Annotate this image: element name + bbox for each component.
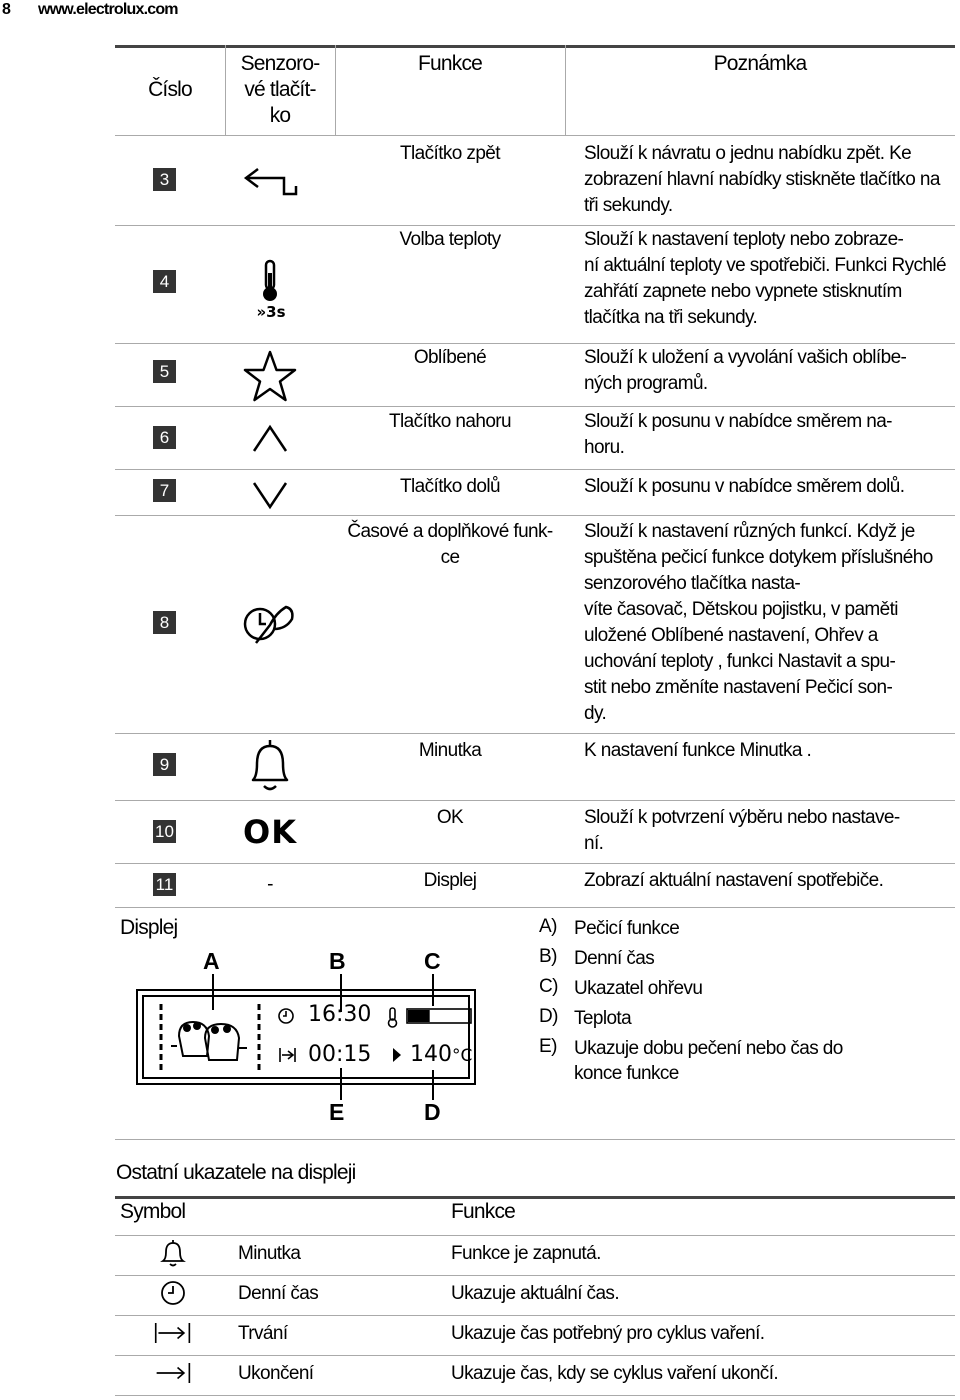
row-note: Slouží k posunu v nabídce směrem dolů.	[584, 476, 905, 497]
row-note: Slouží k uložení a vyvolání vašich oblíbe- ných programů.	[584, 347, 907, 394]
screen-clock: 16:30	[308, 1002, 372, 1027]
row-note: Slouží k potvrzení výběru nebo nastave- ní.	[584, 807, 900, 854]
site-url[interactable]: www.electrolux.com	[38, 1, 178, 18]
row-function: Tlačítko nahoru	[389, 411, 511, 432]
screen-temperature	[410, 1042, 472, 1067]
legend-key: B)	[539, 946, 557, 967]
indicator-function: Ukazuje čas, kdy se cyklus vaření ukončí.	[451, 1363, 779, 1384]
clock-icon	[153, 1275, 193, 1311]
row-function: Minutka	[418, 740, 482, 761]
row-rule	[115, 907, 955, 908]
indicator-symbol: Minutka	[238, 1243, 301, 1264]
legend-value: Teplota	[574, 1008, 632, 1029]
star-icon	[225, 347, 315, 407]
row-function: Tlačítko zpět	[400, 143, 500, 164]
indicator-symbol: Denní čas	[238, 1283, 319, 1304]
row-function: OK	[436, 807, 464, 828]
indicator-function: Funkce je zapnutá.	[451, 1243, 601, 1264]
legend-key: E)	[539, 1036, 557, 1057]
indicator-function: Ukazuje čas potřebný pro cyklus vaření.	[451, 1323, 765, 1344]
callout-e: E	[329, 1099, 345, 1125]
indicator-symbol: Ukončení	[238, 1363, 314, 1384]
row-number: 7	[153, 479, 176, 502]
legend-value: Ukazatel ohřevu	[574, 978, 703, 999]
row-rule	[115, 1395, 955, 1396]
col-header-sensor: Senzoro- vé tlačít- ko	[240, 52, 320, 127]
row-note: K nastavení funkce Minutka .	[584, 740, 812, 761]
display-section	[115, 912, 960, 1137]
col-header-note: Poznámka	[713, 52, 807, 75]
table-row	[115, 1235, 955, 1275]
page-number: 8	[2, 1, 11, 18]
table-row	[115, 343, 955, 406]
screen-temperature-unit: °C	[452, 1046, 473, 1066]
ok-icon-label: OK	[243, 813, 297, 851]
table-top-rule	[115, 1196, 955, 1199]
other-indicators-title: Ostatní ukazatele na displeji	[116, 1161, 356, 1184]
row-number: 11	[153, 873, 176, 896]
table-row	[115, 1355, 955, 1395]
legend-value: Denní čas	[574, 948, 655, 969]
row-function: Oblíbené	[413, 347, 487, 368]
table-row	[115, 800, 955, 863]
row-function: Volba teploty	[399, 229, 501, 250]
back-arrow-icon	[225, 150, 315, 210]
chevron-down-icon	[225, 463, 315, 523]
bell-icon	[225, 735, 315, 795]
callout-c: C	[424, 948, 441, 974]
row-number: 6	[153, 426, 176, 449]
table-row	[115, 863, 955, 907]
bell-icon	[153, 1235, 193, 1271]
table-row	[115, 1315, 955, 1355]
row-number: 10	[153, 820, 176, 843]
legend-value: Ukazuje dobu pečení nebo čas do konce funkce	[574, 1038, 843, 1084]
col-header-function: Funkce	[417, 52, 483, 75]
col-header-symbol: Symbol	[120, 1200, 186, 1223]
row-note: Slouží k návratu o jednu nabídku zpět. Ke zobrazení hlavní nabídky stiskněte tlačítko na tři sekundy.	[584, 143, 940, 216]
screen-temperature-value: 140	[410, 1042, 452, 1067]
col-header-function: Funkce	[451, 1200, 516, 1223]
row-note: Slouží k nastavení teploty nebo zobraze- ní aktuální teploty ve spotřebiči. Funkci Rychlé zahřátí zapnete nebo vypnete stisknutím tlačítka na tři sekundy.	[584, 229, 946, 328]
table-row	[115, 469, 955, 515]
indicator-symbol: Trvání	[238, 1323, 288, 1344]
legend-key: A)	[539, 916, 557, 937]
row-number: 5	[153, 360, 176, 383]
row-note: Slouží k nastavení různých funkcí. Když je spuštěna pečicí funkce dotykem příslušného senzorového tlačítka nasta- víte časovač, Dětskou pojistku, v paměti uložené Oblíbené nastavení, Ohřev a uchování teploty , funkci Nastavit a spu- stit nebo změníte nastavení Pečicí son- dy.	[584, 521, 933, 724]
end-time-icon	[153, 1355, 193, 1391]
callout-d: D	[424, 1099, 441, 1125]
duration-icon	[153, 1315, 193, 1351]
legend-key: D)	[539, 1006, 558, 1027]
col-header-number: Číslo	[148, 78, 192, 101]
display-title: Displej	[120, 916, 178, 939]
row-function: Displej	[423, 870, 477, 891]
legend-key: C)	[539, 976, 558, 997]
table-row	[115, 225, 955, 343]
quick-heat-label: »3s	[256, 303, 286, 321]
row-note: Slouží k posunu v nabídce směrem na- horu.	[584, 411, 892, 458]
row-number: 3	[153, 168, 176, 191]
table-top-rule	[115, 45, 955, 48]
controls-table	[115, 45, 955, 907]
callout-b: B	[329, 948, 346, 974]
row-number: 8	[153, 611, 176, 634]
row-number: 4	[153, 270, 176, 293]
table-row	[115, 135, 955, 225]
row-function: Tlačítko dolů	[400, 476, 500, 497]
section-rule	[115, 1139, 955, 1140]
thermometer-icon	[225, 250, 315, 330]
callout-a: A	[203, 948, 220, 974]
table-row	[115, 515, 955, 733]
screen-duration: 00:15	[308, 1042, 372, 1067]
ok-icon	[225, 802, 315, 862]
other-indicators-table	[115, 1196, 955, 1400]
row-function: Časové a doplňkové funk- ce	[347, 521, 553, 568]
table-row	[115, 406, 955, 469]
row-icon-placeholder: -	[267, 874, 273, 895]
timer-probe-icon	[225, 592, 315, 652]
row-note: Zobrazí aktuální nastavení spotřebiče.	[584, 870, 884, 891]
chevron-up-icon	[225, 409, 315, 469]
legend-value: Pečicí funkce	[574, 918, 680, 939]
table-row	[115, 733, 955, 800]
display-diagram	[135, 974, 485, 1100]
row-number: 9	[153, 753, 176, 776]
table-row	[115, 1275, 955, 1315]
indicator-function: Ukazuje aktuální čas.	[451, 1283, 619, 1304]
